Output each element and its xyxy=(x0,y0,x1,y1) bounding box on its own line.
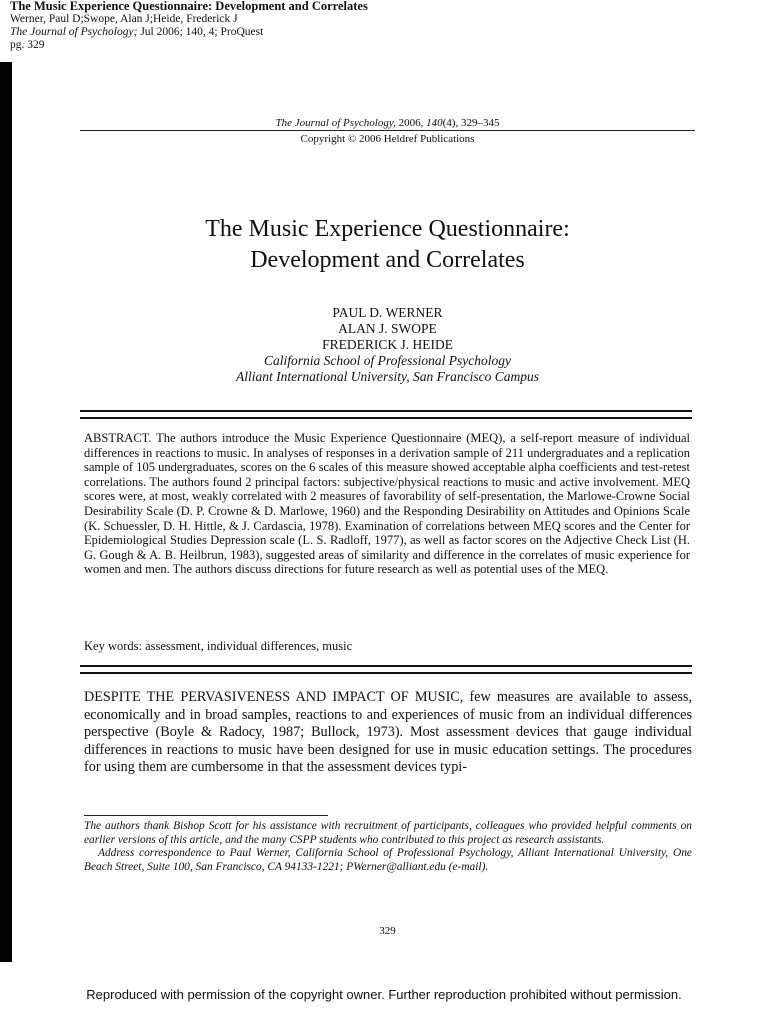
author-block xyxy=(80,305,695,385)
citation-volume: 140 xyxy=(426,117,443,129)
header-journal xyxy=(10,26,368,39)
citation-line xyxy=(80,116,695,130)
document-header xyxy=(10,0,368,52)
citation-year: 2006, xyxy=(395,117,427,129)
author-1: PAUL D. WERNER xyxy=(332,305,443,320)
permission-notice: Reproduced with permission of the copyright owner. Further reproduction prohibited without permission. xyxy=(86,987,682,1002)
author-3: FREDERICK J. HEIDE xyxy=(322,337,453,352)
body-paragraph xyxy=(84,689,692,777)
article-title xyxy=(80,214,695,276)
footnote-rule xyxy=(84,815,328,816)
abstract-top-rule xyxy=(80,410,692,419)
citation-rule xyxy=(80,130,695,131)
affiliation-2: Alliant International University, San Francisco Campus xyxy=(236,369,539,384)
footnote-thanks: The authors thank Bishop Scott for his assistance with recruitment of participants, colleagues who provided helpful comments on earlier versions of this article, and the many CSPP students who contributed to this project as research assistants. xyxy=(84,820,692,846)
abstract-bottom-rule xyxy=(80,665,692,674)
header-authors: Werner, Paul D;Swope, Alan J;Heide, Frederick J xyxy=(10,13,238,25)
keywords: Key words: assessment, individual differences, music xyxy=(84,639,353,653)
body-text: few measures are available to assess, economically and in broad samples, reactions to and experiences of music from an individual differences perspective (Boyle & Radocy, 1987; Bullock, 1973). Most assessment devices that gauge individual differences in reactions to music have been designed for use in music education settings. The procedures for using them are cumbersome in that the assessment devices typi- xyxy=(84,689,692,776)
header-title: The Music Experience Questionnaire: Development and Correlates xyxy=(10,0,368,13)
article-title-line1: The Music Experience Questionnaire: xyxy=(205,216,570,242)
scan-edge-bar xyxy=(0,62,12,962)
citation-journal-name: The Journal of Psychology, xyxy=(275,117,396,129)
header-journal-name: The Journal of Psychology; xyxy=(10,26,138,38)
header-page: pg. 329 xyxy=(10,39,45,51)
page-number: 329 xyxy=(379,925,396,937)
footnote-address: Address correspondence to Paul Werner, California School of Professional Psychology, Alliant International University, One Beach Street, Suite 100, San Francisco, CA 94133-1221; PWerner@alliant.edu (e-mail). xyxy=(84,847,692,873)
header-journal-details: Jul 2006; 140, 4; ProQuest xyxy=(137,26,264,38)
journal-citation xyxy=(80,116,695,146)
affiliation-1: California School of Professional Psychology xyxy=(264,353,511,368)
abstract-text: ABSTRACT. The authors introduce the Music Experience Questionnaire (MEQ), a self-report measure of individual differences in reactions to music. In analyses of responses in a derivation sample of 211 undergraduates and a replication sample of 105 undergraduates, scores on the 6 scales of this measure showed acceptable alpha coefficients and test-retest correlations. The authors found 2 principal factors: subjective/physical reactions to music and active involvement. MEQ scores were, at most, weakly correlated with 2 measures of favorability of self-presentation, the Marlowe-Crowne Social Desirability Scale (D. P. Crowne & D. Marlowe, 1960) and the Responding Desirability on Attitudes and Opinions Scale (K. Schuessler, D. H. Hittle, & J. Cardascia, 1978). Examination of correlations between MEQ scores and the Center for Epidemiological Studies Depression scale (L. S. Radloff, 1977), as well as factor scores on the Adjective Check List (H. G. Gough & A. B. Heilbrun, 1983), suggested areas of similarity and difference in the correlates of music experience for women and men. The authors discuss directions for future research as well as potential uses of the MEQ. xyxy=(84,431,690,577)
citation-issue-pages: (4), 329–345 xyxy=(442,117,500,129)
author-2: ALAN J. SWOPE xyxy=(338,321,437,336)
article-title-line2: Development and Correlates xyxy=(250,247,525,273)
citation-copyright: Copyright © 2006 Heldref Publications xyxy=(300,133,475,145)
footnote xyxy=(84,820,692,874)
body-lead: DESPITE THE PERVASIVENESS AND IMPACT OF MUSIC, xyxy=(84,689,464,705)
